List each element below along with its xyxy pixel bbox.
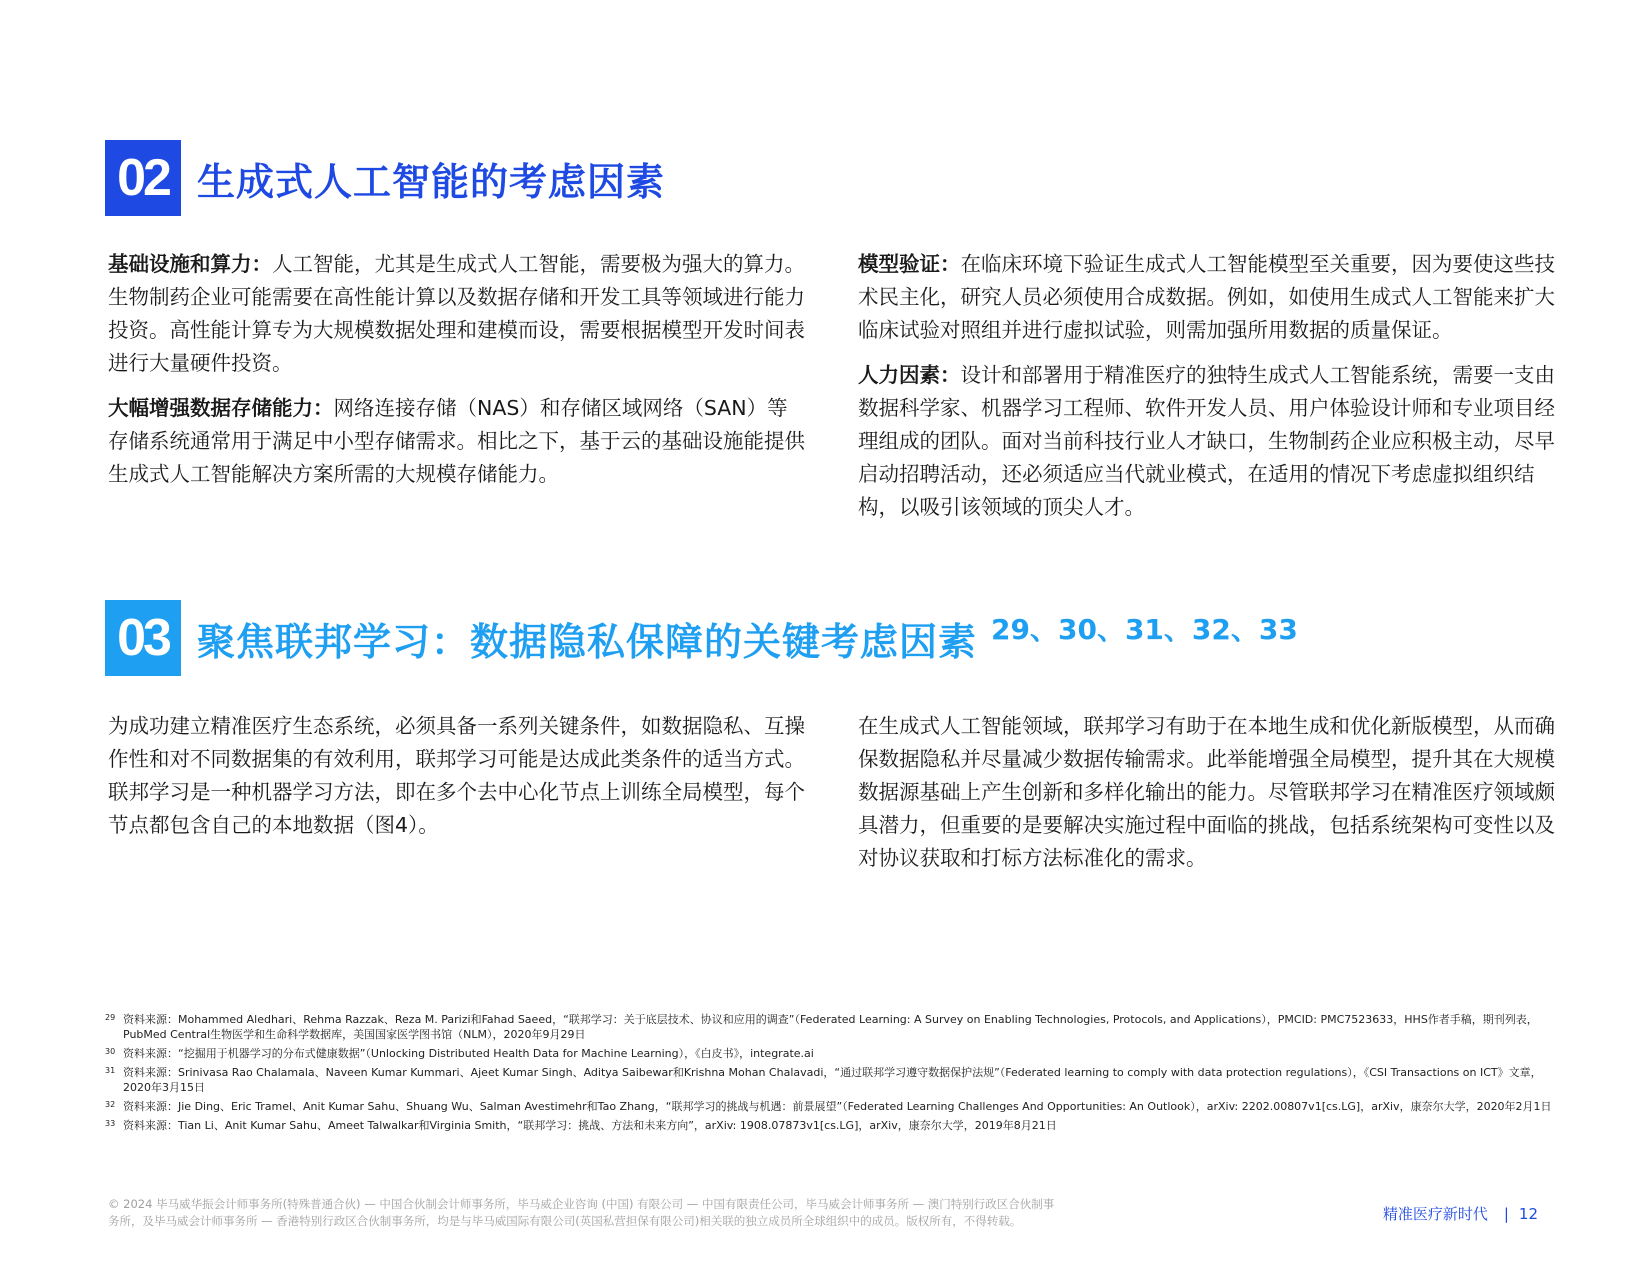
paragraph xyxy=(858,359,1558,524)
section-03-number: 03 xyxy=(105,600,181,676)
footnote xyxy=(105,1012,1555,1042)
paragraph-text: 设计和部署用于精准医疗的独特生成式人工智能系统，需要一支由数据科学家、机器学习工程师、软件开发人员、用户体验设计师和专业项目经理组成的团队。面对当前科技行业人才缺口，生物制药企业应积极主动，尽早启动招聘活动，还必须适应当代就业模式，在适用的情况下考虑虚拟组织结构，以吸引该领域的顶尖人才。 xyxy=(858,363,1555,519)
footnote-text: 资料来源：Mohammed Aledhari、Rehma Razzak、Reza M. Parizi和Fahad Saeed，“联邦学习：关于底层技术、协议和应用的调查”（Federated Learning: A Survey on Enabling Technologies, Protocols, and Applications），PMCID: PMC7523633，HHS作者手稿，期刊列表，PubMed Central生物医学和生命科学数据库，美国国家医学图书馆（NLM），2020年9月29日 xyxy=(123,1013,1538,1041)
section-03-references: 29、30、31、32、33 xyxy=(991,613,1298,646)
section-03-right-column xyxy=(858,710,1558,887)
footnotes xyxy=(105,1012,1555,1137)
paragraph-text: 网络连接存储（NAS）和存储区域网络（SAN）等存储系统通常用于满足中小型存储需求。相比之下，基于云的基础设施能提供生成式人工智能解决方案所需的大规模存储能力。 xyxy=(108,396,805,486)
paragraph-lead: 基础设施和算力： xyxy=(108,252,272,276)
page-number: 12 xyxy=(1518,1204,1538,1223)
footnote-number: 31 xyxy=(105,1066,116,1075)
paragraph xyxy=(858,248,1558,347)
page-footer xyxy=(1383,1203,1538,1224)
footnote-text: 资料来源：Jie Ding、Eric Tramel、Anit Kumar Sahu、Shuang Wu、Salman Avestimehr和Tao Zhang，“联邦学习的挑战与机遇：前景展望”（Federated Learning Challenges And Opportunities: An Outlook），arXiv: 2202.00807v1[cs.LG]，arXiv，康奈尔大学，2020年2月1日 xyxy=(123,1100,1552,1113)
section-02-title: 生成式人工智能的考虑因素 xyxy=(197,159,666,204)
footnote xyxy=(105,1118,1555,1133)
paragraph: 为成功建立精准医疗生态系统，必须具备一系列关键条件，如数据隐私、互操作性和对不同数据集的有效利用，联邦学习可能是达成此类条件的适当方式。联邦学习是一种机器学习方法，即在多个去中心化节点上训练全局模型，每个节点都包含自己的本地数据（图4）。 xyxy=(108,714,805,837)
paragraph-lead: 人力因素： xyxy=(858,363,961,387)
footnote-text: 资料来源：“挖掘用于机器学习的分布式健康数据”（Unlocking Distributed Health Data for Machine Learning），《白皮书》，integrate.ai xyxy=(123,1047,814,1060)
footnote xyxy=(105,1046,1555,1061)
section-03-heading xyxy=(105,600,1298,676)
section-03-title: 聚焦联邦学习：数据隐私保障的关键考虑因素 xyxy=(197,619,978,664)
section-02-right-column xyxy=(858,248,1558,536)
footnote-number: 33 xyxy=(105,1119,116,1128)
paragraph: 在生成式人工智能领域，联邦学习有助于在本地生成和优化新版模型，从而确保数据隐私并尽量减少数据传输需求。此举能增强全局模型，提升其在大规模数据源基础上产生创新和多样化输出的能力。尽管联邦学习在精准医疗领域颇具潜力，但重要的是要解决实施过程中面临的挑战，包括系统架构可变性以及对协议获取和打标方法标准化的需求。 xyxy=(858,714,1555,870)
paragraph-text: 人工智能，尤其是生成式人工智能，需要极为强大的算力。生物制药企业可能需要在高性能计算以及数据存储和开发工具等领域进行能力投资。高性能计算专为大规模数据处理和建模而设，需要根据模型开发时间表进行大量硬件投资。 xyxy=(108,252,805,375)
footnote xyxy=(105,1065,1555,1095)
section-03-left-column xyxy=(108,710,808,854)
copyright-notice: © 2024 毕马威华振会计师事务所(特殊普通合伙) — 中国合伙制会计师事务所，毕马威企业咨询 (中国) 有限公司 — 中国有限责任公司，毕马威会计师事务所 — 澳门特别行政区合伙制事务所，及毕马威会计师事务所 — 香港特别行政区合伙制事务所，均是与毕马威国际有限公司(英国私营担保有限公司)相关联的独立成员所全球组织中的成员。版权所有，不得转载。 xyxy=(108,1197,1055,1228)
paragraph xyxy=(108,248,808,380)
footnote-number: 32 xyxy=(105,1100,116,1109)
section-02-heading xyxy=(105,140,665,216)
footnote xyxy=(105,1099,1555,1114)
paragraph xyxy=(108,392,808,491)
section-02-number: 02 xyxy=(105,140,181,216)
footer-separator: | xyxy=(1503,1204,1509,1223)
footnote-text: 资料来源：Srinivasa Rao Chalamala、Naveen Kumar Kummari、Ajeet Kumar Singh、Aditya Saibewar和Krishna Mohan Chalavadi，“通过联邦学习遵守数据保护法规”（Federated learning to comply with data protection regulations），《CSI Transactions on ICT》文章，2020年3月15日 xyxy=(123,1066,1542,1094)
paragraph-text: 在临床环境下验证生成式人工智能模型至关重要，因为要使这些技术民主化，研究人员必须使用合成数据。例如，如使用生成式人工智能来扩大临床试验对照组并进行虚拟试验，则需加强所用数据的质量保证。 xyxy=(858,252,1555,342)
paragraph-lead: 模型验证： xyxy=(858,252,961,276)
footnote-number: 30 xyxy=(105,1047,116,1056)
footnote-number: 29 xyxy=(105,1013,116,1022)
paragraph-lead: 大幅增强数据存储能力： xyxy=(108,396,334,420)
footnote-text: 资料来源：Tian Li、Anit Kumar Sahu、Ameet Talwalkar和Virginia Smith，“联邦学习：挑战、方法和未来方向”，arXiv: 1908.07873v1[cs.LG]，arXiv，康奈尔大学，2019年8月21日 xyxy=(123,1119,1057,1132)
section-02-left-column xyxy=(108,248,808,503)
document-title: 精准医疗新时代 xyxy=(1382,1205,1488,1223)
